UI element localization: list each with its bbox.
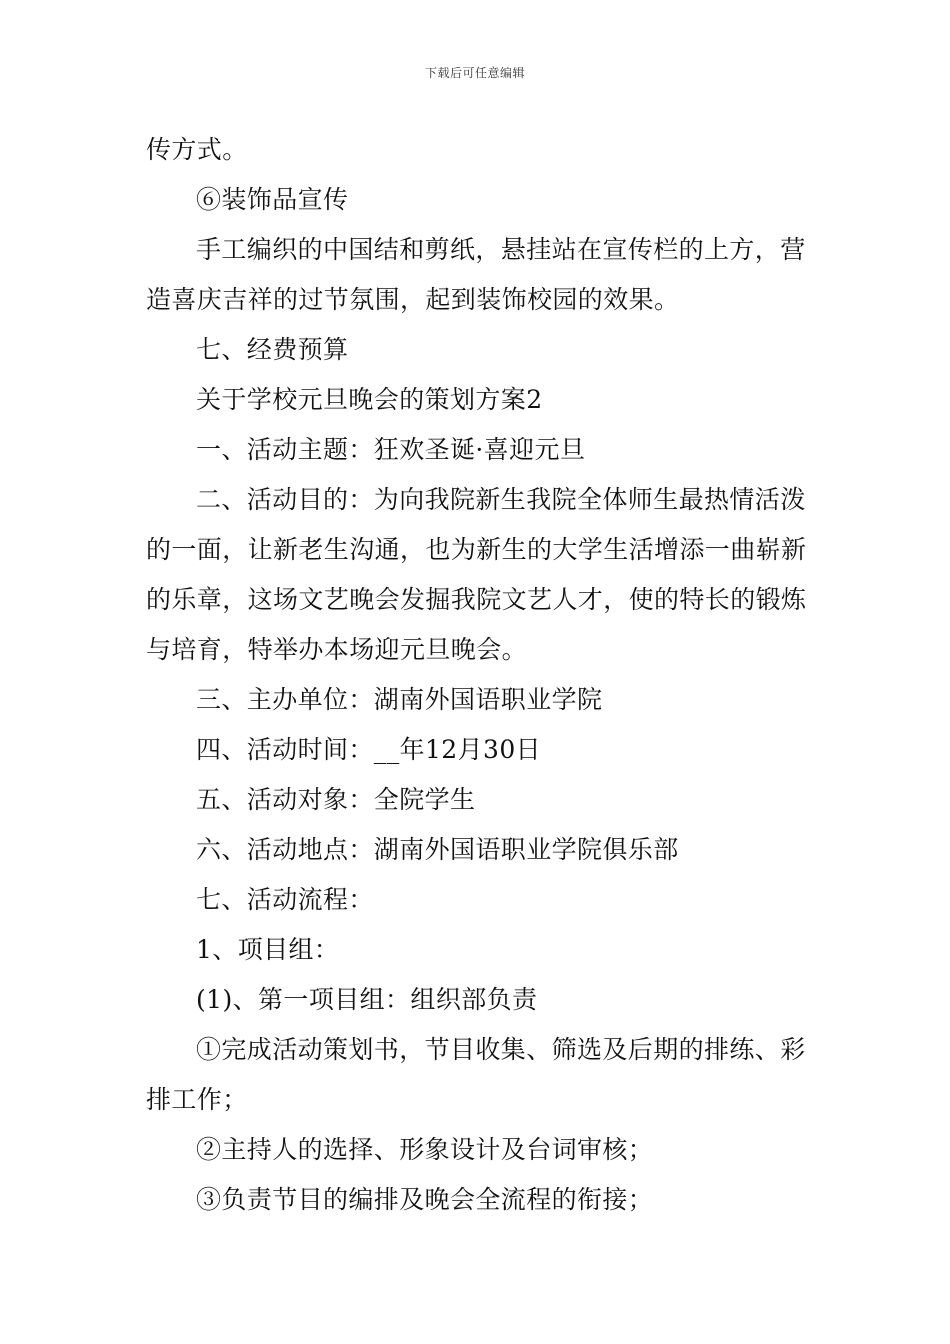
paragraph-decoration-body: 手工编织的中国结和剪纸，悬挂站在宣传栏的上方，营造喜庆吉祥的过节氛围，起到装饰校园的效果。	[146, 235, 806, 314]
section-heading-budget: 七、经费预算	[196, 335, 349, 364]
paragraph-decoration-heading: ⑥装饰品宣传	[196, 185, 349, 214]
paragraph-continuation: 传方式。	[146, 135, 248, 164]
paragraph-purpose: 二、活动目的：为向我院新生我院全体师生最热情活泼的一面，让新老生沟通，也为新生的大学生活增添一曲崭新的乐章，这场文艺晚会发掘我院文艺人才，使的特长的锻炼与培育，特举办本场迎元旦晚会。	[146, 485, 807, 664]
paragraph-theme: 一、活动主题：狂欢圣诞·喜迎元旦	[196, 435, 586, 464]
paragraph-organizer: 三、主办单位：湖南外国语职业学院	[196, 685, 603, 714]
document-body	[146, 125, 810, 1225]
list-item-3: ③负责节目的编排及晚会全流程的衔接；	[196, 1185, 654, 1214]
paragraph-process-heading: 七、活动流程：	[196, 885, 374, 914]
list-item-2: ②主持人的选择、形象设计及台词审核；	[196, 1135, 654, 1164]
paragraph-project-group: 1、项目组：	[196, 935, 340, 964]
paragraph-time: 四、活动时间：__年12月30日	[196, 735, 542, 764]
list-item-1: ①完成活动策划书，节目收集、筛选及后期的排练、彩排工作；	[146, 1035, 806, 1114]
paragraph-audience: 五、活动对象：全院学生	[196, 785, 476, 814]
page-header: 下载后可任意编辑	[424, 66, 525, 80]
plan-title: 关于学校元旦晚会的策划方案2	[196, 385, 543, 414]
paragraph-first-group: (1)、第一项目组：组织部负责	[196, 985, 538, 1014]
paragraph-location: 六、活动地点：湖南外国语职业学院俱乐部	[196, 835, 679, 864]
